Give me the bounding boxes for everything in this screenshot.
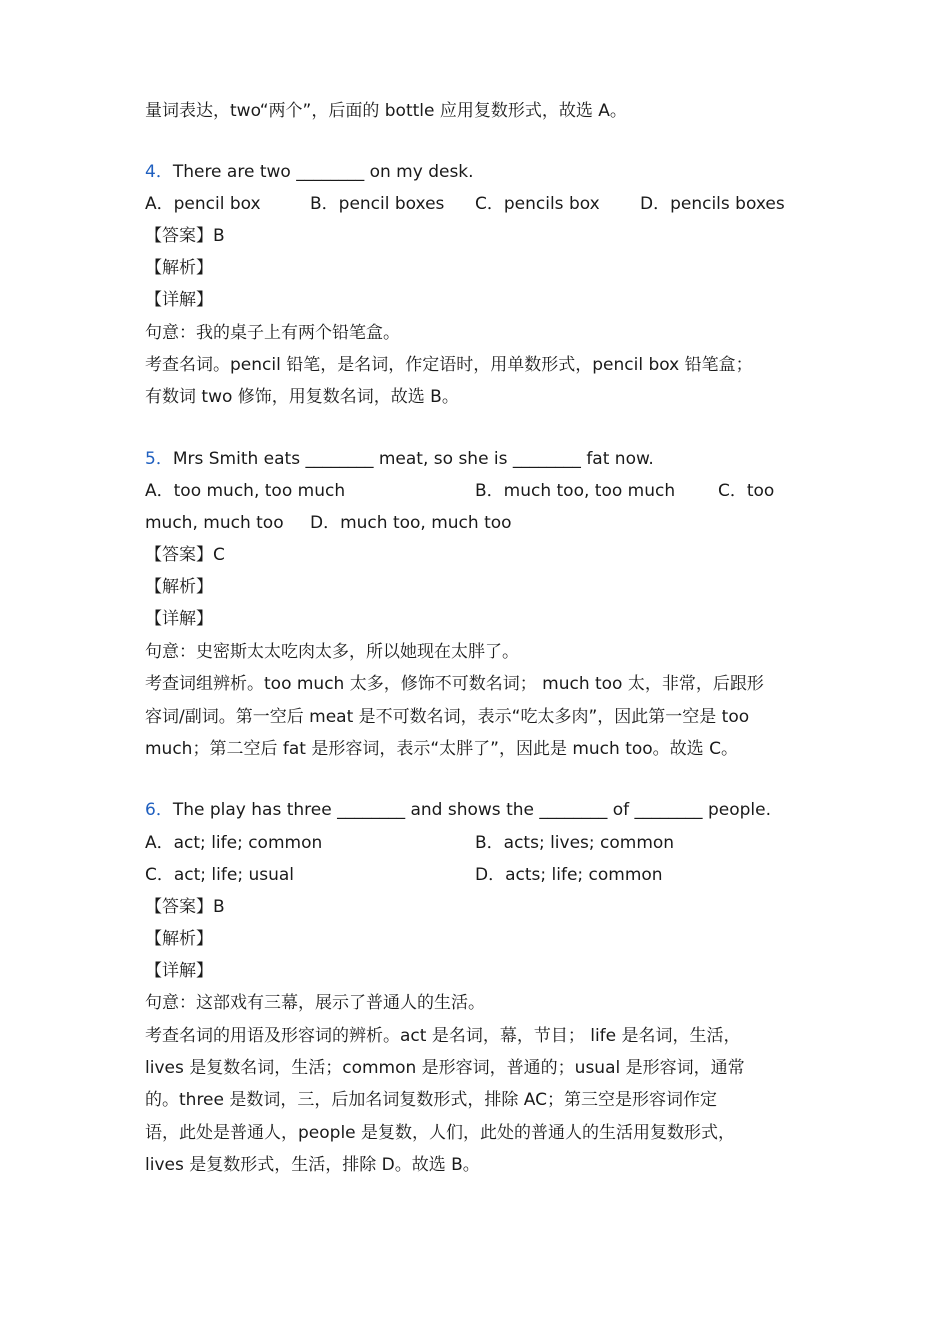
q5-option-a: A．too much, too much (145, 481, 346, 501)
q5-option-b: B．much too, too much (475, 481, 676, 501)
q6-explain-line: 的。three 是数词，三，后加名词复数形式，排除 AC；第三空是形容词作定 (145, 1090, 717, 1110)
q4-number: 4． (145, 162, 173, 182)
q5-explain-line: 容词/副词。第一空后 meat 是不可数名词，表示“吃太多肉”，因此第一空是 too (145, 707, 750, 727)
q4-stem (145, 160, 810, 184)
q6-option-c: C．act; life; usual (145, 865, 294, 885)
q4-option-b: B．pencil boxes (310, 194, 445, 214)
q4-answer: 【答案】B (145, 226, 225, 246)
q6-explain-line: 考查名词的用语及形容词的辨析。act 是名词，幕，节目； life 是名词，生活， (145, 1026, 741, 1046)
q6-stem (145, 798, 810, 822)
q5-stem-text: Mrs Smith eats ________ meat, so she is ________ fat now. (172, 449, 654, 469)
q6-detail-label: 【详解】 (145, 961, 213, 981)
q6-meaning: 句意：这部戏有三幕，展示了普通人的生活。 (145, 993, 485, 1013)
q4-option-d: D．pencils boxes (640, 194, 785, 214)
q6-explain-line: 语，此处是普通人，people 是复数，人们，此处的普通人的生活用复数形式， (145, 1123, 736, 1143)
q6-number: 6． (145, 800, 173, 820)
q6-explain-line: lives 是复数形式，生活，排除 D。故选 B。 (145, 1155, 480, 1175)
q4-option-a: A．pencil box (145, 194, 261, 214)
q5-analysis-label: 【解析】 (145, 577, 213, 597)
q6-analysis-label: 【解析】 (145, 929, 213, 949)
q4-detail-label: 【详解】 (145, 290, 213, 310)
q5-explain-line: much；第二空后 fat 是形容词，表示“太胖了”，因此是 much too。故选 C。 (145, 739, 738, 759)
q5-option-c: C．too (718, 481, 775, 501)
q5-detail-label: 【详解】 (145, 609, 213, 629)
q5-stem (145, 447, 810, 471)
q3-explanation-tail: 量词表达，two“两个”，后面的 bottle 应用复数形式，故选 A。 (145, 101, 627, 121)
q4-analysis-label: 【解析】 (145, 258, 213, 278)
q6-option-d: D．acts; life; common (475, 865, 663, 885)
q4-explain-line: 考查名词。pencil 铅笔，是名词，作定语时，用单数形式，pencil box 铅笔盒； (145, 355, 753, 375)
q6-answer: 【答案】B (145, 897, 225, 917)
q5-option-d: D．much too, much too (310, 513, 512, 533)
q4-explain-line: 有数词 two 修饰，用复数名词，故选 B。 (145, 387, 459, 407)
q6-explain-line: lives 是复数名词，生活；common 是形容词，普通的；usual 是形容词，通常 (145, 1058, 745, 1078)
q6-stem-text: The play has three ________ and shows the ________ of ________ people. (172, 800, 771, 820)
q6-option-b: B．acts; lives; common (475, 833, 675, 853)
q5-explain-line: 考查词组辨析。too much 太多，修饰不可数名词； much too 太，非常，后跟形 (145, 674, 764, 694)
q5-option-c-cont: much, much too (145, 513, 284, 533)
q5-answer: 【答案】C (145, 545, 225, 565)
q4-option-c: C．pencils box (475, 194, 600, 214)
q5-meaning: 句意：史密斯太太吃肉太多，所以她现在太胖了。 (145, 642, 519, 662)
q6-option-a: A．act; life; common (145, 833, 323, 853)
q4-meaning: 句意：我的桌子上有两个铅笔盒。 (145, 323, 400, 343)
q4-stem-text: There are two ________ on my desk. (172, 162, 474, 182)
q5-number: 5． (145, 449, 173, 469)
